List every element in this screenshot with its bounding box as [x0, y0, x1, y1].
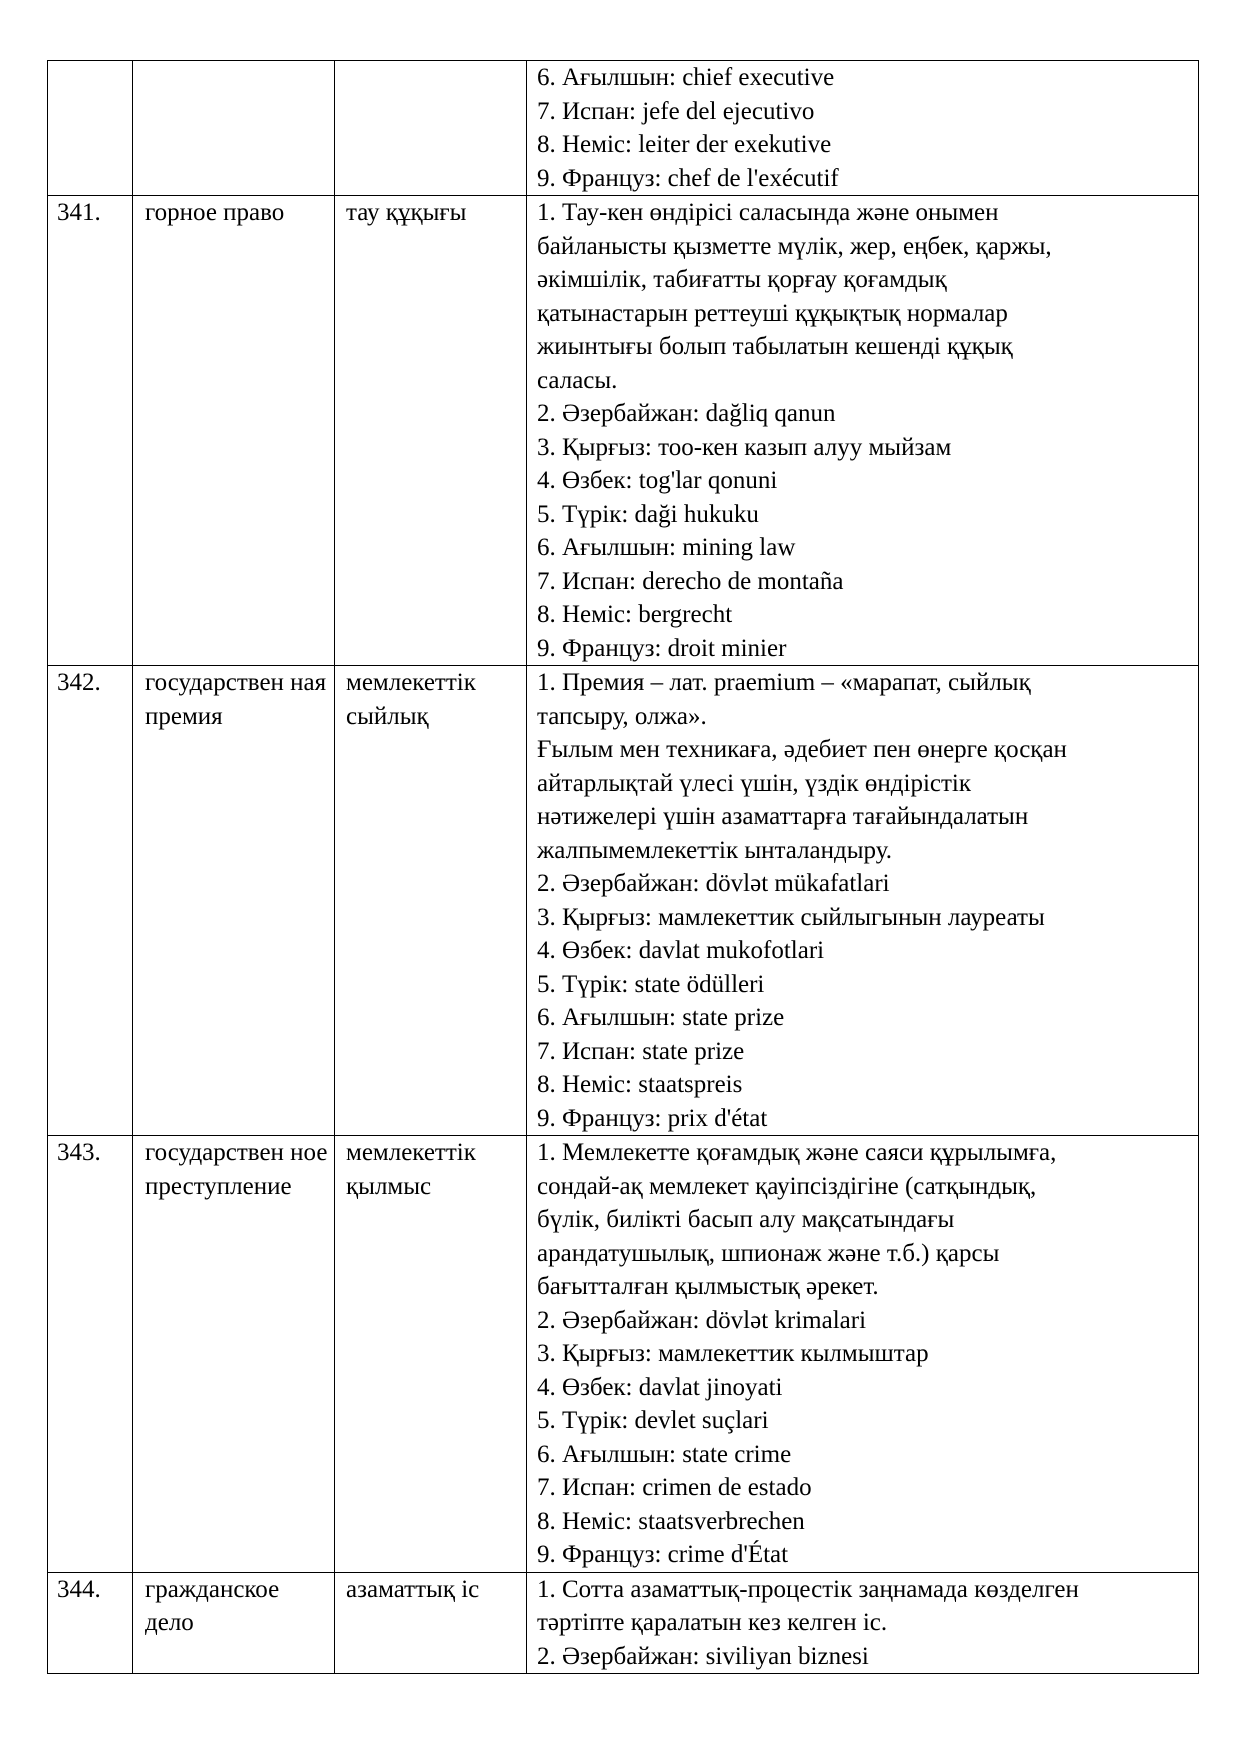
table-row-344 [48, 1572, 1199, 1674]
definition-cell [527, 196, 1199, 666]
definition-line: 8. Неміс: staatsverbrechen [537, 1507, 805, 1535]
russian-term-text: гражданское дело [145, 1575, 280, 1636]
entry-number [48, 196, 133, 666]
kazakh-term [335, 666, 527, 1136]
definition-line: 5. Түрік: state ödülleri [537, 970, 765, 998]
definition-line: 6. Ағылшын: state prize [537, 1004, 785, 1031]
definition-line: 5. Түрік: daği hukuku [537, 500, 759, 528]
definition-line: айтарлықтай үлесі үшін, үздік өндірістік [537, 769, 971, 797]
definition-line: бүлік, билікті басып алу мақсатындағы [537, 1206, 955, 1233]
definition-line: 9. Француз: chef de l'exécutif [537, 164, 839, 192]
definition-line: қатынастарын реттеуші құқықтық нормалар [537, 299, 1008, 327]
definition-line: 9. Француз: prix d'état [537, 1104, 768, 1132]
entry-number [48, 1136, 133, 1573]
definition-line: 2. Әзербайжан: dövlət mükafatlari [537, 870, 890, 897]
definition-line: бағытталған қылмыстық әрекет. [537, 1273, 879, 1300]
definition-line: 3. Қырғыз: мамлекеттик кылмыштар [537, 1340, 929, 1367]
definition-line: 8. Неміс: bergrecht [537, 601, 733, 628]
glossary-table [47, 60, 1199, 1674]
russian-term-text: государствен ное преступление [145, 1139, 328, 1200]
kazakh-term-text: мемлекеттік сыйлық [346, 669, 476, 730]
definition-line: жиынтығы болып табылатын кешенді құқық [537, 333, 1013, 360]
table-row-343 [48, 1136, 1199, 1573]
russian-term-text: государствен ная премия [145, 669, 327, 730]
definition-line: 4. Өзбек: davlat jinoyati [537, 1373, 783, 1401]
kazakh-term-text: тау құқығы [346, 199, 467, 226]
kazakh-term-text: азаматтық іс [346, 1575, 480, 1603]
definition-line: 2. Әзербайжан: dövlət krimalari [537, 1306, 867, 1334]
definition-line: байланысты қызметте мүлік, жер, еңбек, қаржы, [537, 232, 1052, 260]
definition-line: 8. Неміс: leiter der exekutive [537, 131, 832, 158]
russian-term [133, 196, 335, 666]
definition-cell [527, 1136, 1199, 1573]
definition-line: 4. Өзбек: tog'lar qonuni [537, 467, 778, 494]
definition-line: Ғылым мен техникаға, әдебиет пен өнерге қосқан [537, 736, 1067, 763]
russian-term [133, 1136, 335, 1573]
definition-line: 5. Түрік: devlet suçlari [537, 1407, 769, 1434]
definition-line: 3. Қырғыз: тоо-кен казып алуу мыйзам [537, 433, 952, 461]
definition-cell [527, 666, 1199, 1136]
definition-line: 2. Әзербайжан: dağliq qanun [537, 400, 836, 427]
kazakh-term-text: мемлекеттік қылмыс [346, 1139, 476, 1200]
definition-line: 7. Испан: state prize [537, 1037, 745, 1065]
entry-number-text: 343. [57, 1139, 101, 1166]
definition-line: 7. Испан: derecho de montaña [537, 567, 844, 595]
definition-line: 1. Мемлекетте қоғамдық және саяси құрылымға, [537, 1139, 1057, 1166]
russian-term-text: горное право [145, 199, 285, 226]
kazakh-term [335, 1136, 527, 1573]
definition-line: 9. Француз: droit minier [537, 634, 787, 662]
definition-line: 6. Ағылшын: chief executive [537, 64, 835, 91]
definition-line: 7. Испан: crimen de estado [537, 1474, 812, 1501]
definition-line: 9. Француз: crime d'État [537, 1541, 789, 1568]
kazakh-term [335, 1572, 527, 1674]
definition-line: 7. Испан: jefe del ejecutivo [537, 97, 815, 125]
glossary-table-body [48, 61, 1199, 1674]
definition-cell [527, 1572, 1199, 1674]
russian-term [133, 1572, 335, 1674]
definition-line: сондай-ақ мемлекет қауіпсіздігіне (сатқындық, [537, 1172, 1037, 1200]
table-row-342 [48, 666, 1199, 1136]
russian-term [133, 61, 335, 196]
definition-line: саласы. [537, 366, 618, 394]
entry-number [48, 61, 133, 196]
entry-number-text: 342. [57, 669, 101, 696]
definition-line: 1. Тау-кен өндірісі саласында және онымен [537, 199, 999, 226]
entry-number-text: 341. [57, 199, 101, 226]
definition-line: 4. Өзбек: davlat mukofotlari [537, 937, 825, 964]
definition-line: тапсыру, олжа». [537, 702, 707, 730]
definition-line: 6. Ағылшын: mining law [537, 534, 796, 561]
table-row-continuation [48, 61, 1199, 196]
entry-number [48, 1572, 133, 1674]
definition-cell [527, 61, 1199, 196]
definition-line: нәтижелері үшін азаматтарға тағайындалатын [537, 803, 1029, 830]
definition-line: 3. Қырғыз: мамлекеттик сыйлыгынын лауреаты [537, 903, 1045, 931]
definition-line: 8. Неміс: staatspreis [537, 1071, 743, 1098]
table-row-341 [48, 196, 1199, 666]
definition-line: 1. Сотта азаматтық-процестік заңнамада көзделген [537, 1575, 1079, 1603]
entry-number-text: 344. [57, 1575, 101, 1603]
definition-line: 6. Ағылшын: state crime [537, 1440, 792, 1468]
definition-line: 2. Әзербайжан: siviliyan biznesi [537, 1642, 869, 1670]
definition-line: арандатушылық, шпионаж және т.б.) қарсы [537, 1239, 1000, 1267]
kazakh-term [335, 196, 527, 666]
kazakh-term [335, 61, 527, 196]
russian-term [133, 666, 335, 1136]
definition-line: тәртіпте қаралатын кез келген іс. [537, 1609, 888, 1636]
definition-line: 1. Премия – лат. praemium – «марапат, сыйлық [537, 669, 1031, 696]
definition-line: жалпымемлекеттік ынталандыру. [537, 836, 892, 864]
definition-line: әкімшілік, табиғатты қорғау қоғамдық [537, 266, 947, 293]
entry-number [48, 666, 133, 1136]
